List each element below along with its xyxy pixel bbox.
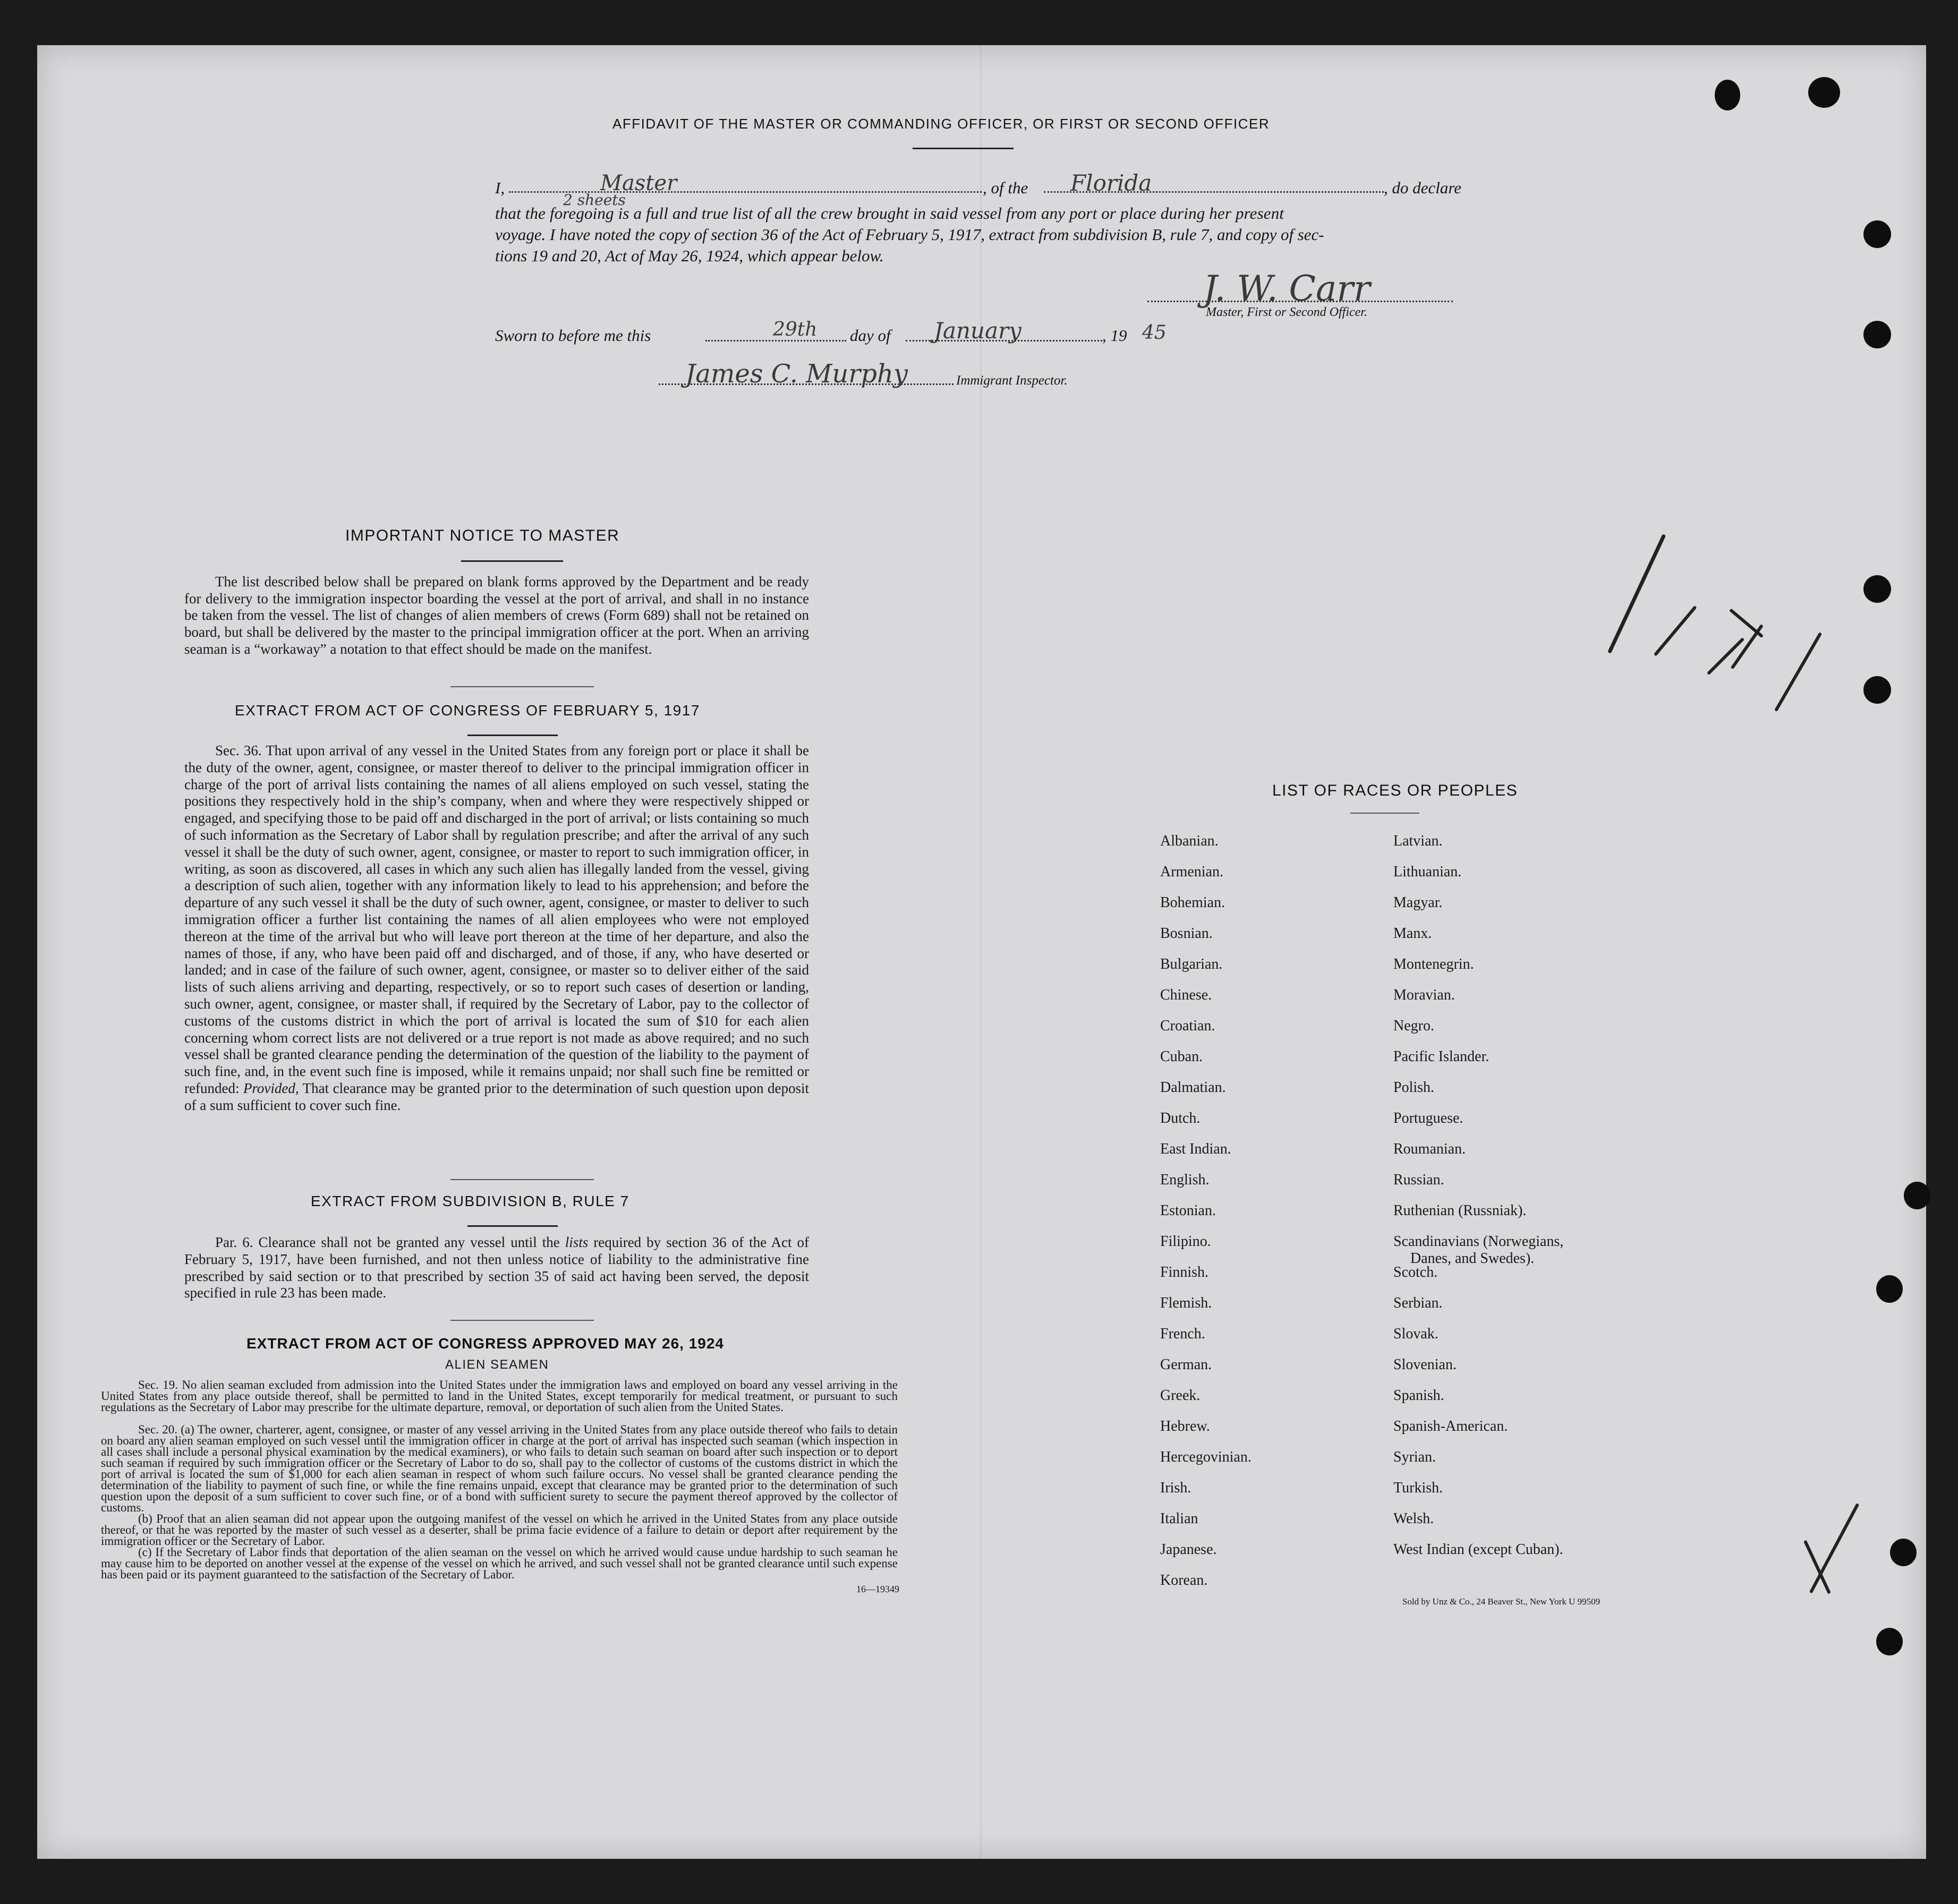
sec-20c-text: (c) If the Secretary of Labor finds that deportation of the alien seaman on the vessel on which he arrived would cause undue hardship to such seaman he may cause him to be deported on another vessel at the expense of the vessel on which he arrived, and such vessel shall not be granted clearance until such expense has been paid or its payment guaranteed to the satisfaction of the Secretary of Labor. xyxy=(101,1546,898,1581)
sec-19-text: Sec. 19. No alien seaman excluded from admission into the United States under the immigration laws and employed on board any vessel arriving in the United States from any place outside thereof, shall be permitted to land in the United States, except temporarily for medical treatment, or pursuant to such regulations as the Secretary of Labor may prescribe for the ultimate departure, removal, or deportation of such alien from the United States. xyxy=(101,1378,898,1414)
race-item: Italian xyxy=(1160,1510,1198,1527)
handwritten-day: 29th xyxy=(773,319,818,340)
punch-hole xyxy=(1808,77,1840,108)
handwritten-sheets: 2 sheets xyxy=(563,191,626,209)
handwritten-vessel-name: Florida xyxy=(1070,170,1152,196)
race-item: Hebrew. xyxy=(1160,1418,1210,1435)
race-item: Scotch. xyxy=(1393,1264,1438,1280)
of-the-label: , of the xyxy=(983,178,1028,197)
race-item: Moravian. xyxy=(1393,987,1455,1003)
handwritten-master: Master xyxy=(600,171,677,195)
race-item: Russian. xyxy=(1393,1172,1444,1188)
race-item: Bosnian. xyxy=(1160,925,1213,942)
punch-hole xyxy=(1715,80,1740,110)
extract-1917-divider xyxy=(450,1179,594,1180)
race-item: Irish. xyxy=(1160,1480,1191,1496)
race-item: Scandinavians (Norwegians, xyxy=(1393,1233,1564,1250)
race-item: Estonian. xyxy=(1160,1202,1216,1219)
race-item: Slovak. xyxy=(1393,1326,1438,1342)
race-item: Flemish. xyxy=(1160,1295,1212,1311)
race-item: Montenegrin. xyxy=(1393,956,1474,972)
master-caption: Master, First or Second Officer. xyxy=(1206,305,1367,319)
race-item: Polish. xyxy=(1393,1079,1435,1096)
race-item: Serbian. xyxy=(1393,1295,1443,1311)
race-item: Dalmatian. xyxy=(1160,1079,1226,1096)
day-of-label: day of xyxy=(850,326,891,345)
form-number: 16—19349 xyxy=(856,1584,899,1594)
lists-term: lists xyxy=(565,1234,589,1250)
affidavit-title-rule xyxy=(913,148,1014,149)
race-item: Negro. xyxy=(1393,1018,1434,1034)
sec-20a-text: Sec. 20. (a) The owner, charterer, agent, consignee, or master of any vessel arriving in the United States from any place outside thereof who fails to detain on board any alien seaman employed on such vessel until the immigration officer in charge at the port of arrival has inspected such seaman (which inspection in all cases shall include a personal physical examination by the medical examiners), or who fails to detain such seaman on board after such inspection or to deport such seaman if required by such immigration officer or the Secretary of Labor to do so, shall pay to the collector of customs of the customs district in which the port of arrival is located the sum of $1,000 for each alien seaman in respect of whom such failure occurs. No vessel shall be granted clearance pending the determination of the liability to payment of such fine, or while the fine remains unpaid, except that clearance may be granted prior to the determination of such question upon the deposit of a sum sufficient to cover such fine, or of a bond with sufficient surety to secure the payment thereof approved by the collector of customs. xyxy=(101,1423,898,1514)
punch-hole xyxy=(1876,1628,1903,1655)
sec-36-text: That upon arrival of any vessel in the United States from any foreign port or place it shall be the duty of the owner, agent, consignee, or master thereof to deliver to the principal immigration officer in charge of the port of arrival lists containing the names of all aliens employed on such vessel, stating the positions they respectively hold in the ship’s company, when and where they were respectively shipped or engaged, and specifying those to be paid off and discharged in the port of arrival; or lists containing so much of such information as the Secretary of Labor shall by regulation prescribe; and after the arrival of any such vessel it shall be the duty of such owner, agent, consignee, or master to report to such immigration officer, in writing, as soon as discovered, all cases in which any such alien has illegally landed from the vessel, giving a description of such alien, together with any information likely to lead to his apprehension; and before the departure of any such vessel it shall be the duty of such owner, agent, consignee, or master to deliver to such immigration officer a further list containing the names of all alien employees who were not employed thereon at the time of the arrival but who will leave port thereon at the time of her departure, and also the names of those, if any, who have been paid off and discharged, and of those, if any, who have deserted or landed; and in case of the failure of such owner, agent, consignee, or master so to deliver either of the said lists of such aliens arriving and departing, respectively, or so to report such cases of desertion or landing, such owner, agent, consignee, or master shall, if required by the Secretary of Labor, pay to the collector of customs of the customs district in which the port of arrival is located the sum of $10 for each alien concerning whom correct lists are not delivered or a true report is not made as above required; and no such vessel shall be granted clearance pending the determination of the question of the liability to the payment of such fine, and, in the event such fine is imposed, while it remains unpaid; nor shall such fine be remitted or refunded: xyxy=(184,742,810,1096)
race-item: Filipino. xyxy=(1160,1233,1211,1250)
race-item: Danes, and Swedes). xyxy=(1410,1250,1535,1267)
race-item: East Indian. xyxy=(1160,1141,1231,1157)
race-item: Bohemian. xyxy=(1160,894,1225,911)
affidavit-line-4: tions 19 and 20, Act of May 26, 1924, which appear below. xyxy=(495,246,884,265)
race-item: French. xyxy=(1160,1326,1205,1342)
races-title: LIST OF RACES OR PEOPLES xyxy=(1272,782,1518,799)
extract-1917-title: EXTRACT FROM ACT OF CONGRESS OF FEBRUARY 5, 1917 xyxy=(235,702,700,719)
affidavit-title: AFFIDAVIT OF THE MASTER OR COMMANDING OFFICER, OR FIRST OR SECOND OFFICER xyxy=(612,116,1270,132)
rule-7-title: EXTRACT FROM SUBDIVISION B, RULE 7 xyxy=(311,1193,629,1209)
notice-body: The list described below shall be prepared on blank forms approved by the Department and be ready for delivery to the immigration inspector boarding the vessel at the port of arrival, and shall in no instance be taken from the vessel. The list of changes of alien members of crews (Form 689) shall not be retained on board, but shall be delivered by the master to the principal immigration officer at the port. When an arriving seaman is a “workaway” a notation to that effect should be made on the manifest. xyxy=(184,574,809,657)
do-declare-label: , do declare xyxy=(1384,178,1462,197)
alien-seamen-subtitle: ALIEN SEAMEN xyxy=(445,1357,549,1372)
sec-36-end: That clearance may be granted prior to the determination of such question upon deposit of a sum sufficient to cover such fine. xyxy=(184,1080,810,1113)
affidavit-i-label: I, xyxy=(495,178,505,197)
sec-36-label: Sec. 36. xyxy=(215,742,262,758)
sec-20b-text: (b) Proof that an alien seaman did not appear upon the outgoing manifest of the vessel on which he arrived in the United States from any place outside thereof, or that he was reported by the master of such vessel as a deserter, shall be prima facie evidence of a failure to detain or deport after requirement by the immigration officer or the Secretary of Labor. xyxy=(101,1512,898,1548)
race-item: Spanish-American. xyxy=(1393,1418,1508,1435)
notice-title: IMPORTANT NOTICE TO MASTER xyxy=(345,527,620,544)
race-item: Albanian. xyxy=(1160,833,1219,849)
race-item: Greek. xyxy=(1160,1387,1201,1404)
race-item: Manx. xyxy=(1393,925,1432,942)
extract-1917-rule xyxy=(467,735,558,736)
race-item: English. xyxy=(1160,1172,1210,1188)
notice-title-rule xyxy=(461,560,563,562)
rule-7-body xyxy=(184,1234,809,1302)
par-6-text-b: required by section 36 of the Act of February 5, 1917, have been furnished, and not then unless notice of liability to the administrative fine prescribed by said section or to that prescribed by section 35 of said act having been served, the deposit specified in rule 23 has been made. xyxy=(184,1234,810,1301)
punch-hole xyxy=(1904,1182,1930,1209)
race-item: Finnish. xyxy=(1160,1264,1209,1280)
punch-hole xyxy=(1863,575,1891,603)
affidavit-line-2: that the foregoing is a full and true list of all the crew brought in said vessel from any port or place during her present xyxy=(495,204,1284,223)
race-item: Slovenian. xyxy=(1393,1356,1457,1373)
races-title-rule xyxy=(1350,813,1419,814)
punch-hole xyxy=(1876,1275,1903,1303)
race-item: Japanese. xyxy=(1160,1541,1217,1558)
race-item: Chinese. xyxy=(1160,987,1212,1003)
race-item: Welsh. xyxy=(1393,1510,1434,1527)
provided-term: Provided, xyxy=(243,1080,299,1096)
race-item: German. xyxy=(1160,1356,1212,1373)
punch-hole xyxy=(1863,321,1891,348)
handwritten-master-signature: J. W. Carr xyxy=(1203,268,1370,309)
sworn-label: Sworn to before me this xyxy=(495,326,651,345)
extract-1924-title: EXTRACT FROM ACT OF CONGRESS APPROVED MAY 26, 1924 xyxy=(246,1335,724,1352)
printer-credit: Sold by Unz & Co., 24 Beaver St., New York U 99509 xyxy=(1402,1596,1601,1607)
race-item: West Indian (except Cuban). xyxy=(1393,1541,1563,1558)
rule-7-rule xyxy=(467,1225,558,1227)
par-6-text-a: Clearance shall not be granted any vessel until the xyxy=(258,1234,560,1250)
par-6-label: Par. 6. xyxy=(215,1234,253,1250)
year-prefix: , 19 xyxy=(1102,326,1127,345)
race-item: Magyar. xyxy=(1393,894,1443,911)
race-item: Lithuanian. xyxy=(1393,864,1462,880)
punch-hole xyxy=(1863,220,1891,248)
race-item: Croatian. xyxy=(1160,1018,1215,1034)
race-item: Bulgarian. xyxy=(1160,956,1223,972)
race-item: Roumanian. xyxy=(1393,1141,1466,1157)
race-item: Spanish. xyxy=(1393,1387,1444,1404)
race-item: Ruthenian (Russniak). xyxy=(1393,1202,1527,1219)
race-item: Hercegovinian. xyxy=(1160,1449,1252,1465)
race-item: Cuban. xyxy=(1160,1048,1203,1065)
inspector-caption: Immigrant Inspector. xyxy=(956,373,1068,388)
race-item: Latvian. xyxy=(1393,833,1443,849)
extract-1917-body xyxy=(184,742,809,1114)
race-item: Korean. xyxy=(1160,1572,1208,1589)
race-item: Portuguese. xyxy=(1393,1110,1463,1126)
race-item: Turkish. xyxy=(1393,1480,1443,1496)
race-item: Armenian. xyxy=(1160,864,1223,880)
race-item: Syrian. xyxy=(1393,1449,1436,1465)
notice-divider xyxy=(450,686,594,687)
handwritten-year: 45 xyxy=(1142,322,1167,344)
affidavit-line-3: voyage. I have noted the copy of section 36 of the Act of February 5, 1917, extract from subdivision B, rule 7, and copy of sec- xyxy=(495,225,1324,244)
punch-hole xyxy=(1863,676,1891,704)
rule-7-divider xyxy=(450,1320,594,1321)
race-item: Pacific Islander. xyxy=(1393,1048,1489,1065)
race-item: Dutch. xyxy=(1160,1110,1201,1126)
punch-hole xyxy=(1890,1539,1917,1566)
handwritten-month: January xyxy=(934,318,1021,344)
handwritten-inspector-signature: James C. Murphy xyxy=(685,359,908,389)
